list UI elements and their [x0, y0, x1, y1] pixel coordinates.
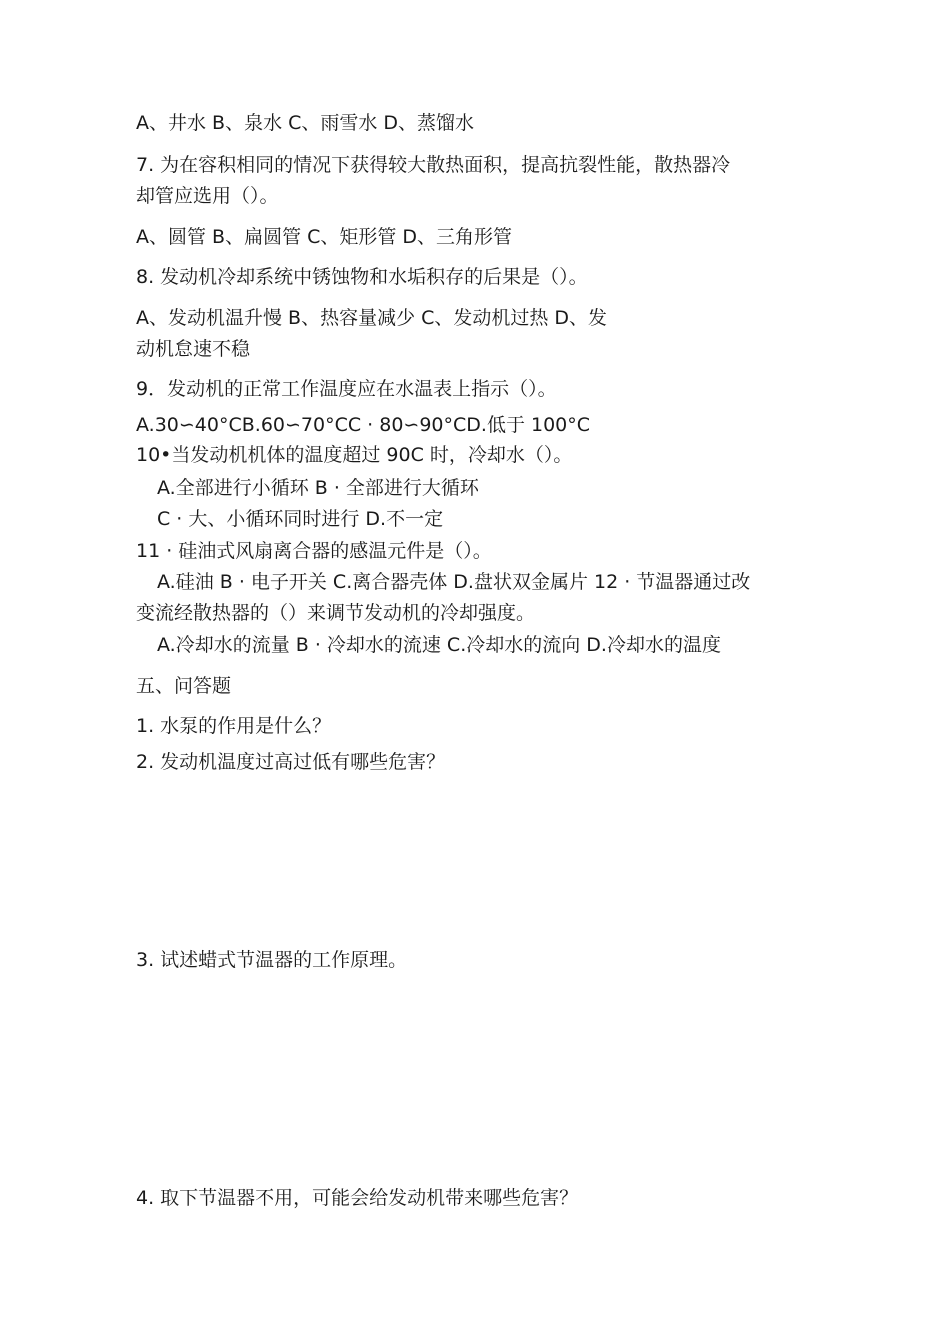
q8-options-line2: 动机怠速不稳 — [136, 338, 251, 360]
q7-text-line2: 却管应选用（）。 — [136, 185, 279, 207]
q8-text: 8. 发动机冷却系统中锈蚀物和水垢积存的后果是（）。 — [136, 266, 588, 288]
q7-options: A、圆管 B、扁圆管 C、矩形管 D、三角形管 — [136, 226, 513, 248]
q10-options-line2: C · 大、小循环同时进行 D.不一定 — [157, 508, 444, 530]
q9-options: A.30∽40°CB.60∽70°CC · 80∽90°CD.低于 100°C — [136, 414, 591, 436]
qa-question-1: 1. 水泵的作用是什么？ — [136, 715, 332, 737]
qa-question-4: 4. 取下节温器不用，可能会给发动机带来哪些危害？ — [136, 1187, 579, 1209]
q12-options: A.冷却水的流量 B · 冷却水的流速 C.冷却水的流向 D.冷却水的温度 — [157, 634, 721, 656]
q12-text-line2: 变流经散热器的（）来调节发动机的冷却强度。 — [136, 602, 536, 624]
qa-question-3: 3. 试述蜡式节温器的工作原理。 — [136, 949, 408, 971]
q7-text-line1: 7. 为在容积相同的情况下获得较大散热面积，提高抗裂性能，散热器冷 — [136, 154, 731, 176]
q10-text: 10•当发动机机体的温度超过 90C 时，冷却水（）。 — [136, 444, 573, 466]
q10-options-line1: A.全部进行小循环 B · 全部进行大循环 — [157, 477, 479, 499]
q6-options: A、井水 B、泉水 C、雨雪水 D、蒸馏水 — [136, 112, 475, 134]
section-heading-qa: 五、问答题 — [136, 675, 232, 697]
q8-options-line1: A、发动机温升慢 B、热容量减少 C、发动机过热 D、发 — [136, 307, 608, 329]
q9-text: 9．发动机的正常工作温度应在水温表上指示（）。 — [136, 378, 557, 400]
q11-options-q12-text: A.硅油 B · 电子开关 C.离合器壳体 D.盘状双金属片 12 · 节温器通过改 — [157, 571, 751, 593]
qa-question-2: 2. 发动机温度过高过低有哪些危害？ — [136, 751, 446, 773]
q11-text: 11 · 硅油式风扇离合器的感温元件是（）。 — [136, 540, 492, 562]
